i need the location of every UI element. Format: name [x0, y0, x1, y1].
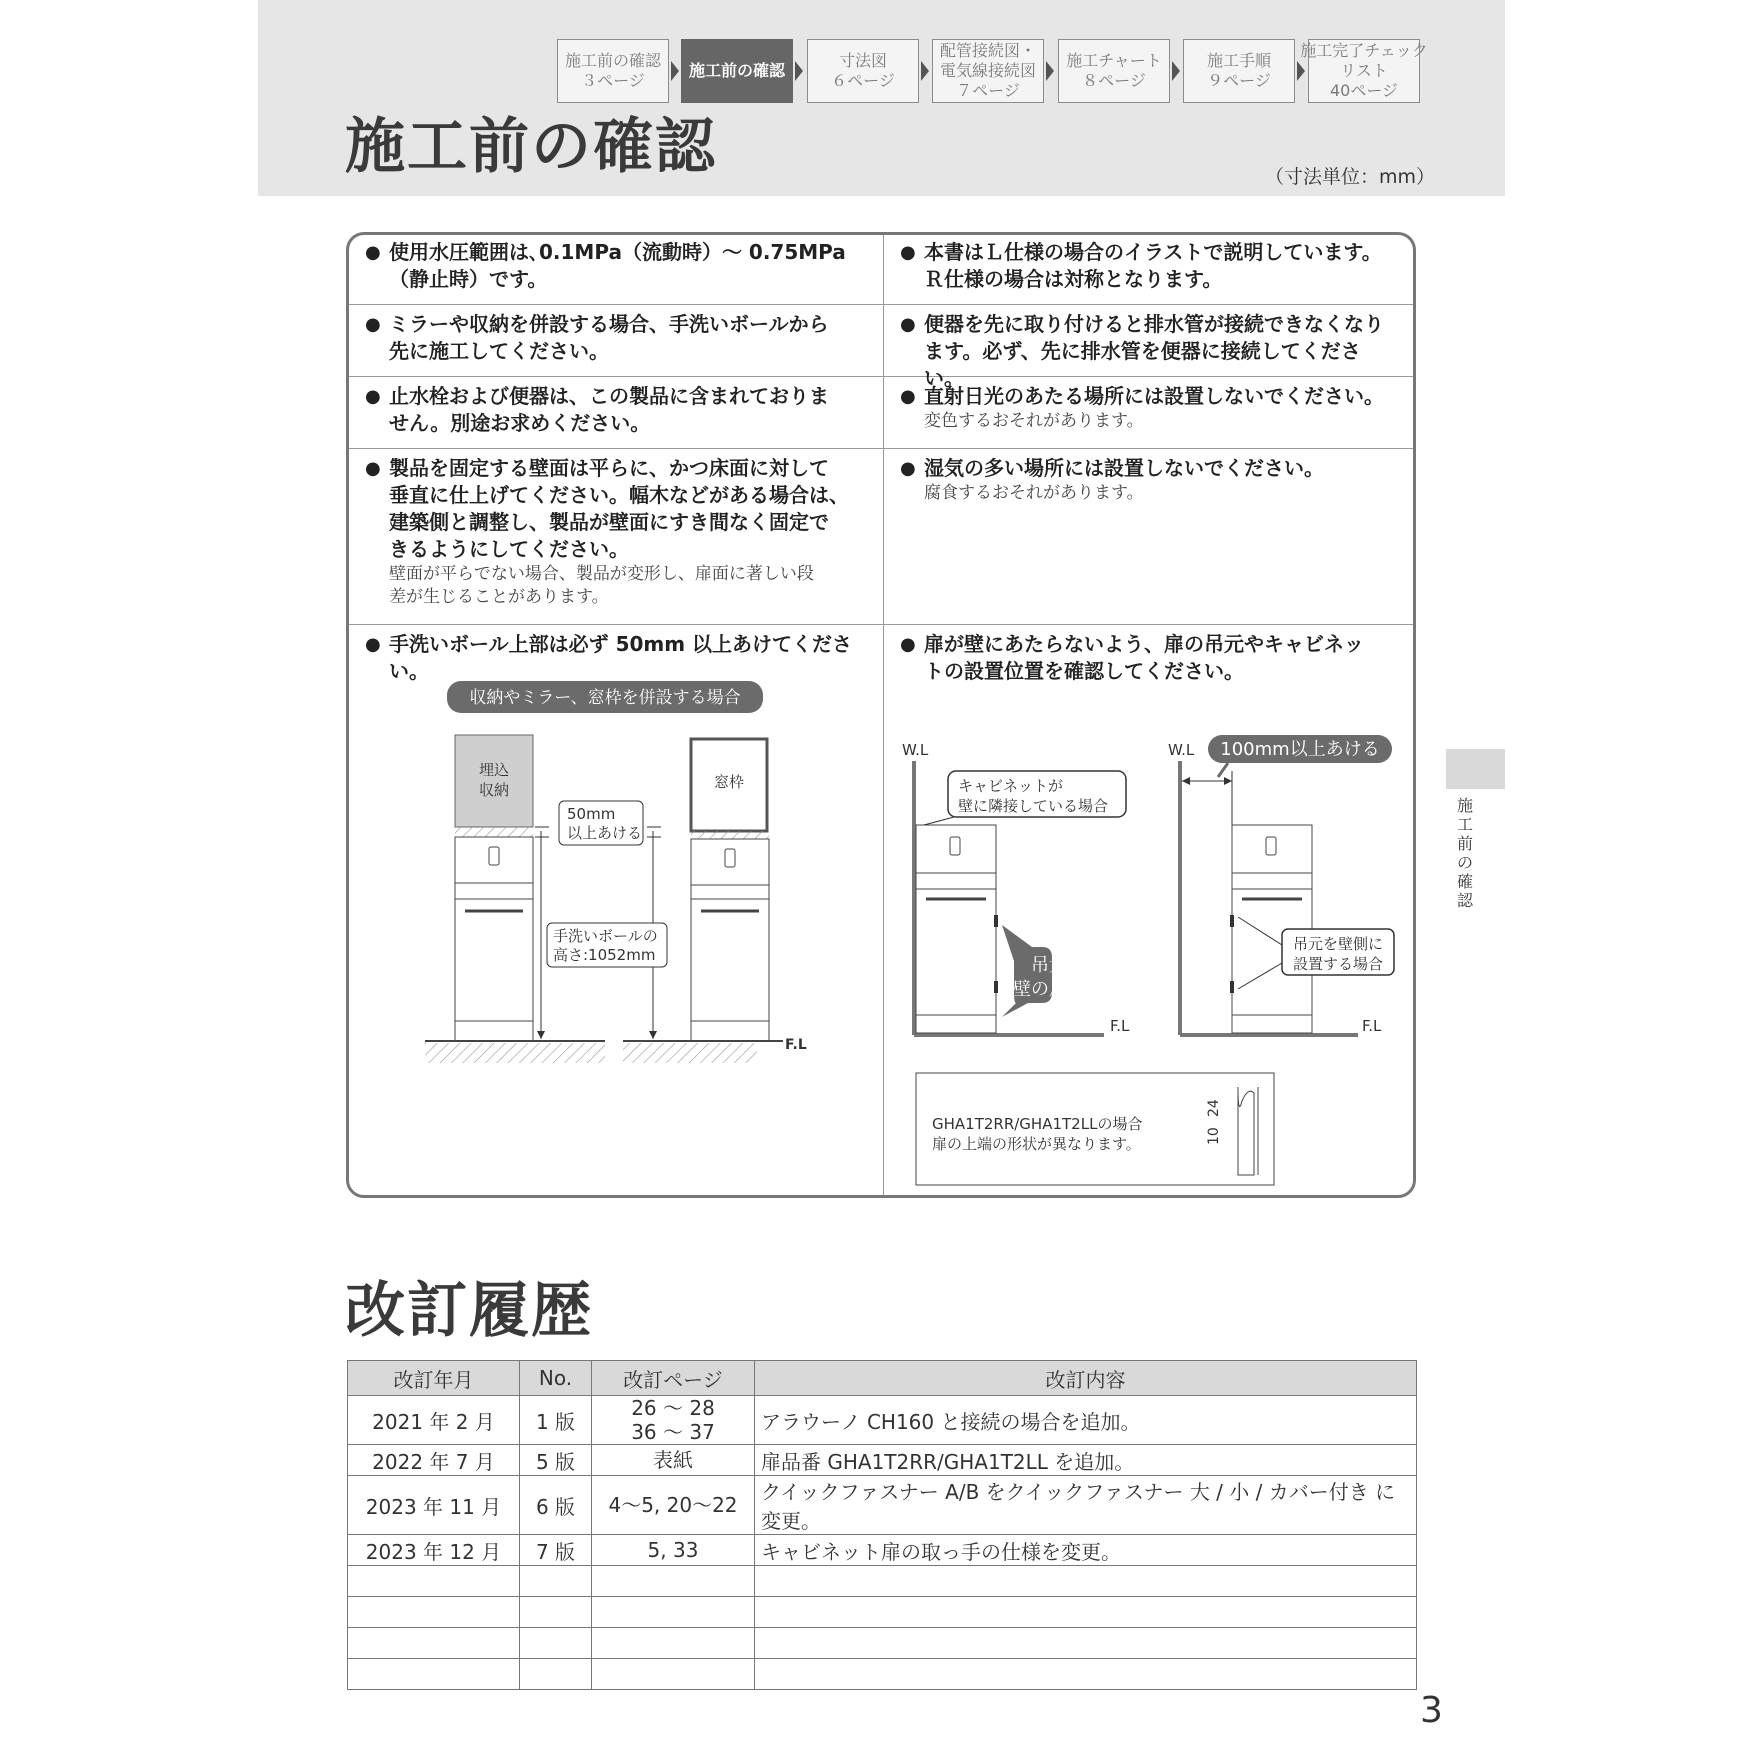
gap-hatch: [691, 831, 769, 839]
empty-cell: [520, 1566, 592, 1597]
revision-date: 2022 年 7 月: [348, 1445, 520, 1476]
table-row-empty: [348, 1659, 1417, 1690]
dim-label: 24: [1206, 1099, 1222, 1117]
empty-cell: [348, 1597, 520, 1628]
note-line: せん。別途お求めください。: [389, 411, 651, 435]
table-row: [348, 1396, 1417, 1445]
nav-tab[interactable]: [1058, 39, 1170, 103]
nav-tab-label: 電気線接続図: [939, 61, 1036, 80]
dim-arrow: [1224, 777, 1232, 785]
hinge-wall-text: 吊元を壁側に: [1292, 935, 1384, 953]
nav-arrow-icon: [921, 61, 929, 81]
note-subline: 変色するおそれがあります。: [924, 411, 1144, 431]
hinge-opposite-text: 壁の反対側: [1013, 979, 1103, 1000]
note-drain-pipe: [884, 305, 1414, 390]
empty-cell: [520, 1628, 592, 1659]
floor-level-label: F.L: [1110, 1017, 1130, 1035]
note-text: [365, 383, 869, 437]
revision-page-line: 4～5, 20～22: [608, 1493, 738, 1517]
revision-pages: [592, 1535, 755, 1566]
faucet-icon: [1266, 837, 1276, 855]
side-tab-char: の: [1456, 853, 1473, 872]
wall-line-label: W.L: [1168, 741, 1195, 759]
revision-history-table: [347, 1360, 1417, 1690]
nav-tab-label: ７ページ: [956, 81, 1020, 100]
revision-content: クイックファスナー A/B をクイックファスナー 大 / 小 / カバー付き に変更。: [755, 1476, 1417, 1535]
note-subtext: [900, 482, 1400, 505]
note-subline: 差が生じることがあります。: [389, 587, 609, 607]
revision-page-line: 26 ～ 28: [631, 1396, 715, 1420]
window-label: 窓枠: [713, 773, 745, 791]
note-line: 垂直に仕上げてください。幅木などがある場合は、: [389, 483, 849, 507]
side-index-tab: [1446, 749, 1505, 789]
note-line: ● 止水栓および便器は、この製品に含まれておりま: [389, 384, 829, 408]
table-row-empty: [348, 1597, 1417, 1628]
empty-cell: [520, 1597, 592, 1628]
empty-cell: [592, 1566, 755, 1597]
cabinet-body: [455, 883, 533, 1041]
floor-level-label: F.L: [1362, 1017, 1382, 1035]
gap-callout-text: 50mm: [567, 805, 616, 823]
revision-date: 2023 年 12 月: [348, 1535, 520, 1566]
note-subline: 腐食するおそれがあります。: [924, 483, 1144, 503]
note-line: ● 便器を先に取り付けると排水管が接続できなくなり: [924, 312, 1384, 336]
table-row: [348, 1445, 1417, 1476]
nav-tab-label: 40ページ: [1329, 81, 1399, 100]
revision-pages: [592, 1445, 755, 1476]
table-row-empty: [348, 1566, 1417, 1597]
hinge-mark: [994, 915, 998, 927]
empty-cell: [348, 1659, 520, 1690]
gap-callout-text: 以上あける: [567, 824, 643, 842]
empty-cell: [755, 1566, 1417, 1597]
table-row: [348, 1476, 1417, 1535]
note-text: [900, 455, 1400, 482]
revision-no: 7 版: [520, 1535, 592, 1566]
empty-cell: [520, 1659, 592, 1690]
revision-page-line: 5, 33: [647, 1538, 699, 1562]
note-line: ● ミラーや収納を併設する場合、手洗いボールから: [389, 312, 829, 336]
nav-tab[interactable]: [807, 39, 919, 103]
note-line: トの設置位置を確認してください。: [924, 659, 1244, 683]
dim-label: 10: [1206, 1127, 1222, 1145]
clearance-badge-text: 100mm以上あける: [1220, 739, 1380, 760]
unit-note: （寸法単位：mm）: [1265, 166, 1436, 188]
hinge-opposite-text: 吊元を: [1031, 955, 1085, 976]
precautions-panel: [346, 232, 1416, 1198]
revision-no: 1 版: [520, 1396, 592, 1445]
cabinet-body: [691, 885, 769, 1041]
page-title: 施工前の確認: [345, 112, 717, 182]
side-index-label: [1452, 796, 1478, 910]
note-text: [900, 239, 1400, 293]
col-header-content: 改訂内容: [755, 1361, 1417, 1396]
revision-date: 2023 年 11 月: [348, 1476, 520, 1535]
revision-no: 5 版: [520, 1445, 592, 1476]
note-wall-flat: [349, 449, 883, 624]
nav-tab-label: 施工チャート: [1066, 51, 1162, 70]
floor-level-label: F.L: [785, 1037, 807, 1053]
side-tab-char: 工: [1456, 815, 1473, 834]
note-line: 先に施工してください。: [389, 339, 609, 363]
cabinet-body: [916, 873, 996, 1033]
faucet-icon: [725, 849, 735, 867]
note-subtext: [900, 410, 1400, 433]
note-line: きるようにしてください。: [389, 537, 629, 561]
note-line: ● 使用水圧範囲は､0.1MPa（流動時）～ 0.75MPa: [389, 240, 846, 264]
nav-tab-label: 寸法図: [838, 51, 887, 70]
revision-pages: [592, 1396, 755, 1445]
note-line: 建築側と調整し、製品が壁面にすき間なく固定で: [389, 510, 829, 534]
hinge-mark: [1230, 915, 1234, 927]
wall-line-label: W.L: [902, 741, 929, 759]
note-humidity: [884, 449, 1414, 624]
faucet-icon: [489, 847, 499, 865]
adjacent-wall-text: 壁に隣接している場合: [958, 797, 1109, 815]
col-header-no: No.: [520, 1361, 592, 1396]
revision-history-title: 改訂履歴: [345, 1276, 593, 1346]
hinge-mark: [994, 981, 998, 993]
note-line: ● 湿気の多い場所には設置しないでください。: [924, 456, 1324, 480]
nav-arrow-icon: [671, 61, 679, 81]
nav-tab[interactable]: [681, 39, 793, 103]
note-sunlight: [884, 377, 1414, 448]
dim-arrow: [649, 1031, 657, 1039]
note-line: ● 手洗いボール上部は必ず 50mm 以上あけてください。: [389, 632, 853, 683]
note-door-hinge: [884, 625, 1414, 685]
hinge-mark: [1230, 981, 1234, 993]
table-row-empty: [348, 1628, 1417, 1659]
side-tab-char: 確: [1456, 872, 1473, 891]
note-line: ● 扉が壁にあたらないよう、扉の吊元やキャビネッ: [924, 632, 1364, 656]
empty-cell: [348, 1628, 520, 1659]
nav-tab-label: ３ページ: [581, 71, 645, 90]
revision-content: アラウーノ CH160 と接続の場合を追加。: [755, 1396, 1417, 1445]
dim-arrow: [537, 1031, 545, 1039]
note-install-order: [349, 305, 883, 376]
nav-tab-label: 施工手順: [1206, 51, 1271, 70]
empty-cell: [592, 1659, 755, 1690]
scenario-banner-text: 収納やミラー、窓枠を併設する場合: [469, 688, 741, 708]
empty-cell: [755, 1628, 1417, 1659]
hinge-wall-text: 設置する場合: [1292, 955, 1384, 973]
note-water-pressure: [349, 235, 883, 304]
empty-cell: [755, 1597, 1417, 1628]
note-line: ● 本書はＬ仕様の場合のイラストで説明しています。: [924, 240, 1382, 264]
faucet-icon: [950, 837, 960, 855]
door-top-note-text: 扉の上端の形状が異なります。: [932, 1135, 1141, 1153]
empty-cell: [592, 1628, 755, 1659]
gap-hatch: [455, 827, 533, 837]
door-hinge-diagram: [902, 725, 1402, 1195]
nav-tab-label: ６ページ: [831, 71, 895, 90]
revision-pages: [592, 1476, 755, 1535]
nav-tab-label: ８ページ: [1082, 71, 1146, 90]
adjacent-wall-text: キャビネットが: [958, 777, 1064, 795]
col-header-pages: 改訂ページ: [592, 1361, 755, 1396]
floor-hatch: [623, 1043, 757, 1063]
revision-content: キャビネット扉の取っ手の仕様を変更。: [755, 1535, 1417, 1566]
revision-page-line: 36 ～ 37: [631, 1420, 715, 1444]
note-line: ● 製品を固定する壁面は平らに、かつ床面に対して: [389, 456, 829, 480]
note-line: （静止時）です。: [389, 267, 548, 291]
revision-content: 扉品番 GHA1T2RR/GHA1T2LL を追加。: [755, 1445, 1417, 1476]
note-line: Ｒ仕様の場合は対称となります。: [924, 267, 1223, 291]
nav-tab[interactable]: [557, 39, 669, 103]
side-tab-char: 施: [1456, 796, 1473, 815]
side-tab-char: 前: [1456, 834, 1473, 853]
side-tab-char: 認: [1456, 891, 1473, 910]
nav-tab-label: ９ページ: [1207, 71, 1271, 90]
note-text: [365, 455, 869, 563]
callout-pointer: [924, 817, 954, 825]
storage-label: 収納: [478, 781, 510, 799]
nav-tab[interactable]: [1300, 39, 1428, 103]
page-number: 3: [1420, 1690, 1443, 1731]
revision-no: 6 版: [520, 1476, 592, 1535]
note-subline: 壁面が平らでない場合、製品が変形し、扉面に著しい段: [389, 564, 814, 584]
table-row: [348, 1535, 1417, 1566]
nav-tab-label: 施工前の確認: [564, 51, 661, 70]
height-callout-text: 高さ:1052mm: [553, 946, 656, 964]
note-not-included: [349, 377, 883, 448]
note-text: [365, 311, 869, 365]
note-subtext: [365, 563, 869, 609]
nav-tab-label: 配管接続図・: [939, 41, 1036, 60]
col-header-date: 改訂年月: [348, 1361, 520, 1396]
badge-pointer: [1218, 763, 1228, 777]
nav-tab-label: 施工前の確認: [688, 61, 785, 80]
note-line: ます。必ず、先に排水管を便器に接続してください。: [924, 339, 1361, 390]
empty-cell: [592, 1597, 755, 1628]
nav-tab[interactable]: [1183, 39, 1295, 103]
floor-hatch: [425, 1043, 605, 1063]
note-text: [900, 383, 1400, 410]
nav-arrow-icon: [795, 61, 803, 81]
nav-tab-label: リスト: [1340, 61, 1388, 80]
nav-tab-label: 施工完了チェック: [1300, 41, 1428, 60]
note-text: [900, 631, 1400, 685]
nav-arrow-icon: [1046, 61, 1054, 81]
revision-date: 2021 年 2 月: [348, 1396, 520, 1445]
empty-cell: [755, 1659, 1417, 1690]
dim-arrow: [1182, 777, 1190, 785]
clearance-diagram: [409, 675, 849, 1095]
note-text: [365, 239, 869, 293]
empty-cell: [348, 1566, 520, 1597]
revision-page-line: 表紙: [653, 1448, 693, 1472]
height-callout-text: 手洗いボールの: [553, 927, 658, 945]
nav-tab[interactable]: [932, 39, 1044, 103]
door-top-note-text: GHA1T2RR/GHA1T2LLの場合: [932, 1115, 1143, 1133]
nav-arrow-icon: [1172, 61, 1180, 81]
note-l-spec: [884, 235, 1414, 304]
table-header-row: [348, 1361, 1417, 1396]
storage-label: 埋込: [478, 761, 510, 779]
note-line: ● 直射日光のあたる場所には設置しないでください。: [924, 384, 1384, 408]
